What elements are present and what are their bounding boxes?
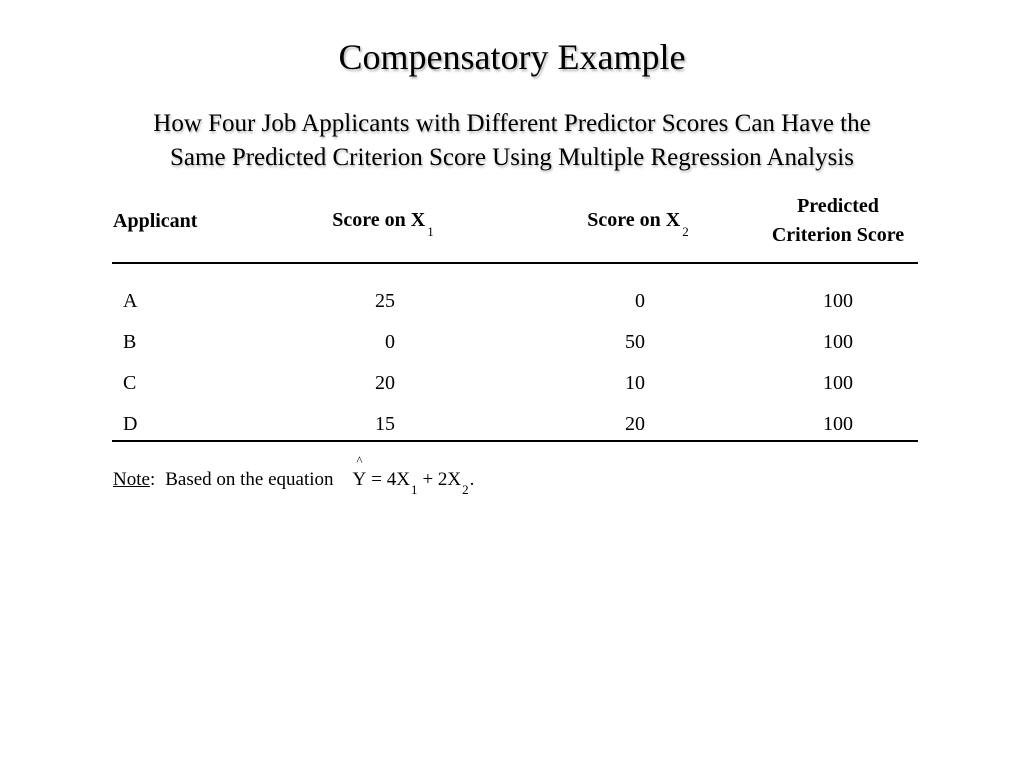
- table-body: [112, 281, 918, 445]
- header-predicted-criterion: [758, 192, 918, 250]
- header-score-x1: [248, 207, 518, 239]
- table-row: [112, 363, 918, 404]
- header-score-x2-base: Score on X: [587, 209, 681, 231]
- equation-subscript-1: 1: [410, 482, 418, 497]
- equation-part1: = 4X: [371, 469, 410, 490]
- score-x2-value: 20: [625, 413, 645, 435]
- score-x1-value: 20: [375, 372, 395, 394]
- score-x2-value: 50: [625, 331, 645, 353]
- score-x2-value: 10: [625, 372, 645, 394]
- equation-part2: + 2X: [422, 469, 462, 490]
- header-applicant: Applicant: [113, 210, 198, 232]
- score-x1-cell: [248, 331, 518, 354]
- header-score-x2: [518, 207, 758, 239]
- score-x2-cell: [518, 290, 758, 313]
- table-row: [112, 281, 918, 322]
- score-x2-cell: [518, 413, 758, 436]
- table-note: [113, 453, 475, 497]
- note-text: Based on the equation: [165, 469, 334, 490]
- subtitle-line-1: How Four Job Applicants with Different Predictor Scores Can Have the: [153, 110, 871, 137]
- regression-equation: [352, 453, 475, 497]
- note-label: Note: [113, 469, 150, 490]
- score-x2-value: 0: [635, 290, 645, 312]
- score-x2-cell: [518, 372, 758, 395]
- header-predicted-line1: Predicted: [797, 195, 879, 217]
- score-x1-cell: [248, 413, 518, 436]
- subtitle-line-2: Same Predicted Criterion Score Using Multiple Regression Analysis: [170, 144, 854, 171]
- header-predicted-line2: Criterion Score: [771, 224, 905, 246]
- score-x1-cell: [248, 372, 518, 395]
- equation-subscript-2: 2: [462, 482, 469, 497]
- score-x2-cell: [518, 331, 758, 354]
- y-hat-symbol: [352, 453, 367, 494]
- applicant-cell: A: [123, 290, 138, 312]
- predicted-score-cell: 100: [823, 331, 853, 353]
- predicted-score-cell: 100: [823, 413, 853, 435]
- applicant-cell: C: [123, 372, 137, 394]
- predicted-score-cell: 100: [823, 372, 853, 394]
- slide-subtitle: [0, 107, 1024, 175]
- note-colon: :: [149, 469, 156, 490]
- table-header-row: [112, 192, 918, 250]
- score-x1-value: 0: [385, 331, 395, 353]
- equation-period: .: [469, 469, 475, 490]
- header-score-x1-subscript: 1: [427, 224, 434, 239]
- table-row: [112, 322, 918, 363]
- slide-title: Compensatory Example: [338, 37, 686, 77]
- score-x1-cell: [248, 290, 518, 313]
- hat-caret: ^: [356, 453, 363, 468]
- table-bottom-rule: [112, 440, 918, 442]
- predicted-score-cell: 100: [823, 290, 853, 312]
- applicant-cell: B: [123, 331, 137, 353]
- score-x1-value: 25: [375, 290, 395, 312]
- header-score-x1-base: Score on X: [332, 209, 426, 231]
- y-symbol: Y: [352, 469, 367, 490]
- header-score-x2-subscript: 2: [682, 224, 689, 239]
- table-header-rule: [112, 262, 918, 264]
- applicant-cell: D: [123, 413, 138, 435]
- score-x1-value: 15: [375, 413, 395, 435]
- table-row: [112, 404, 918, 445]
